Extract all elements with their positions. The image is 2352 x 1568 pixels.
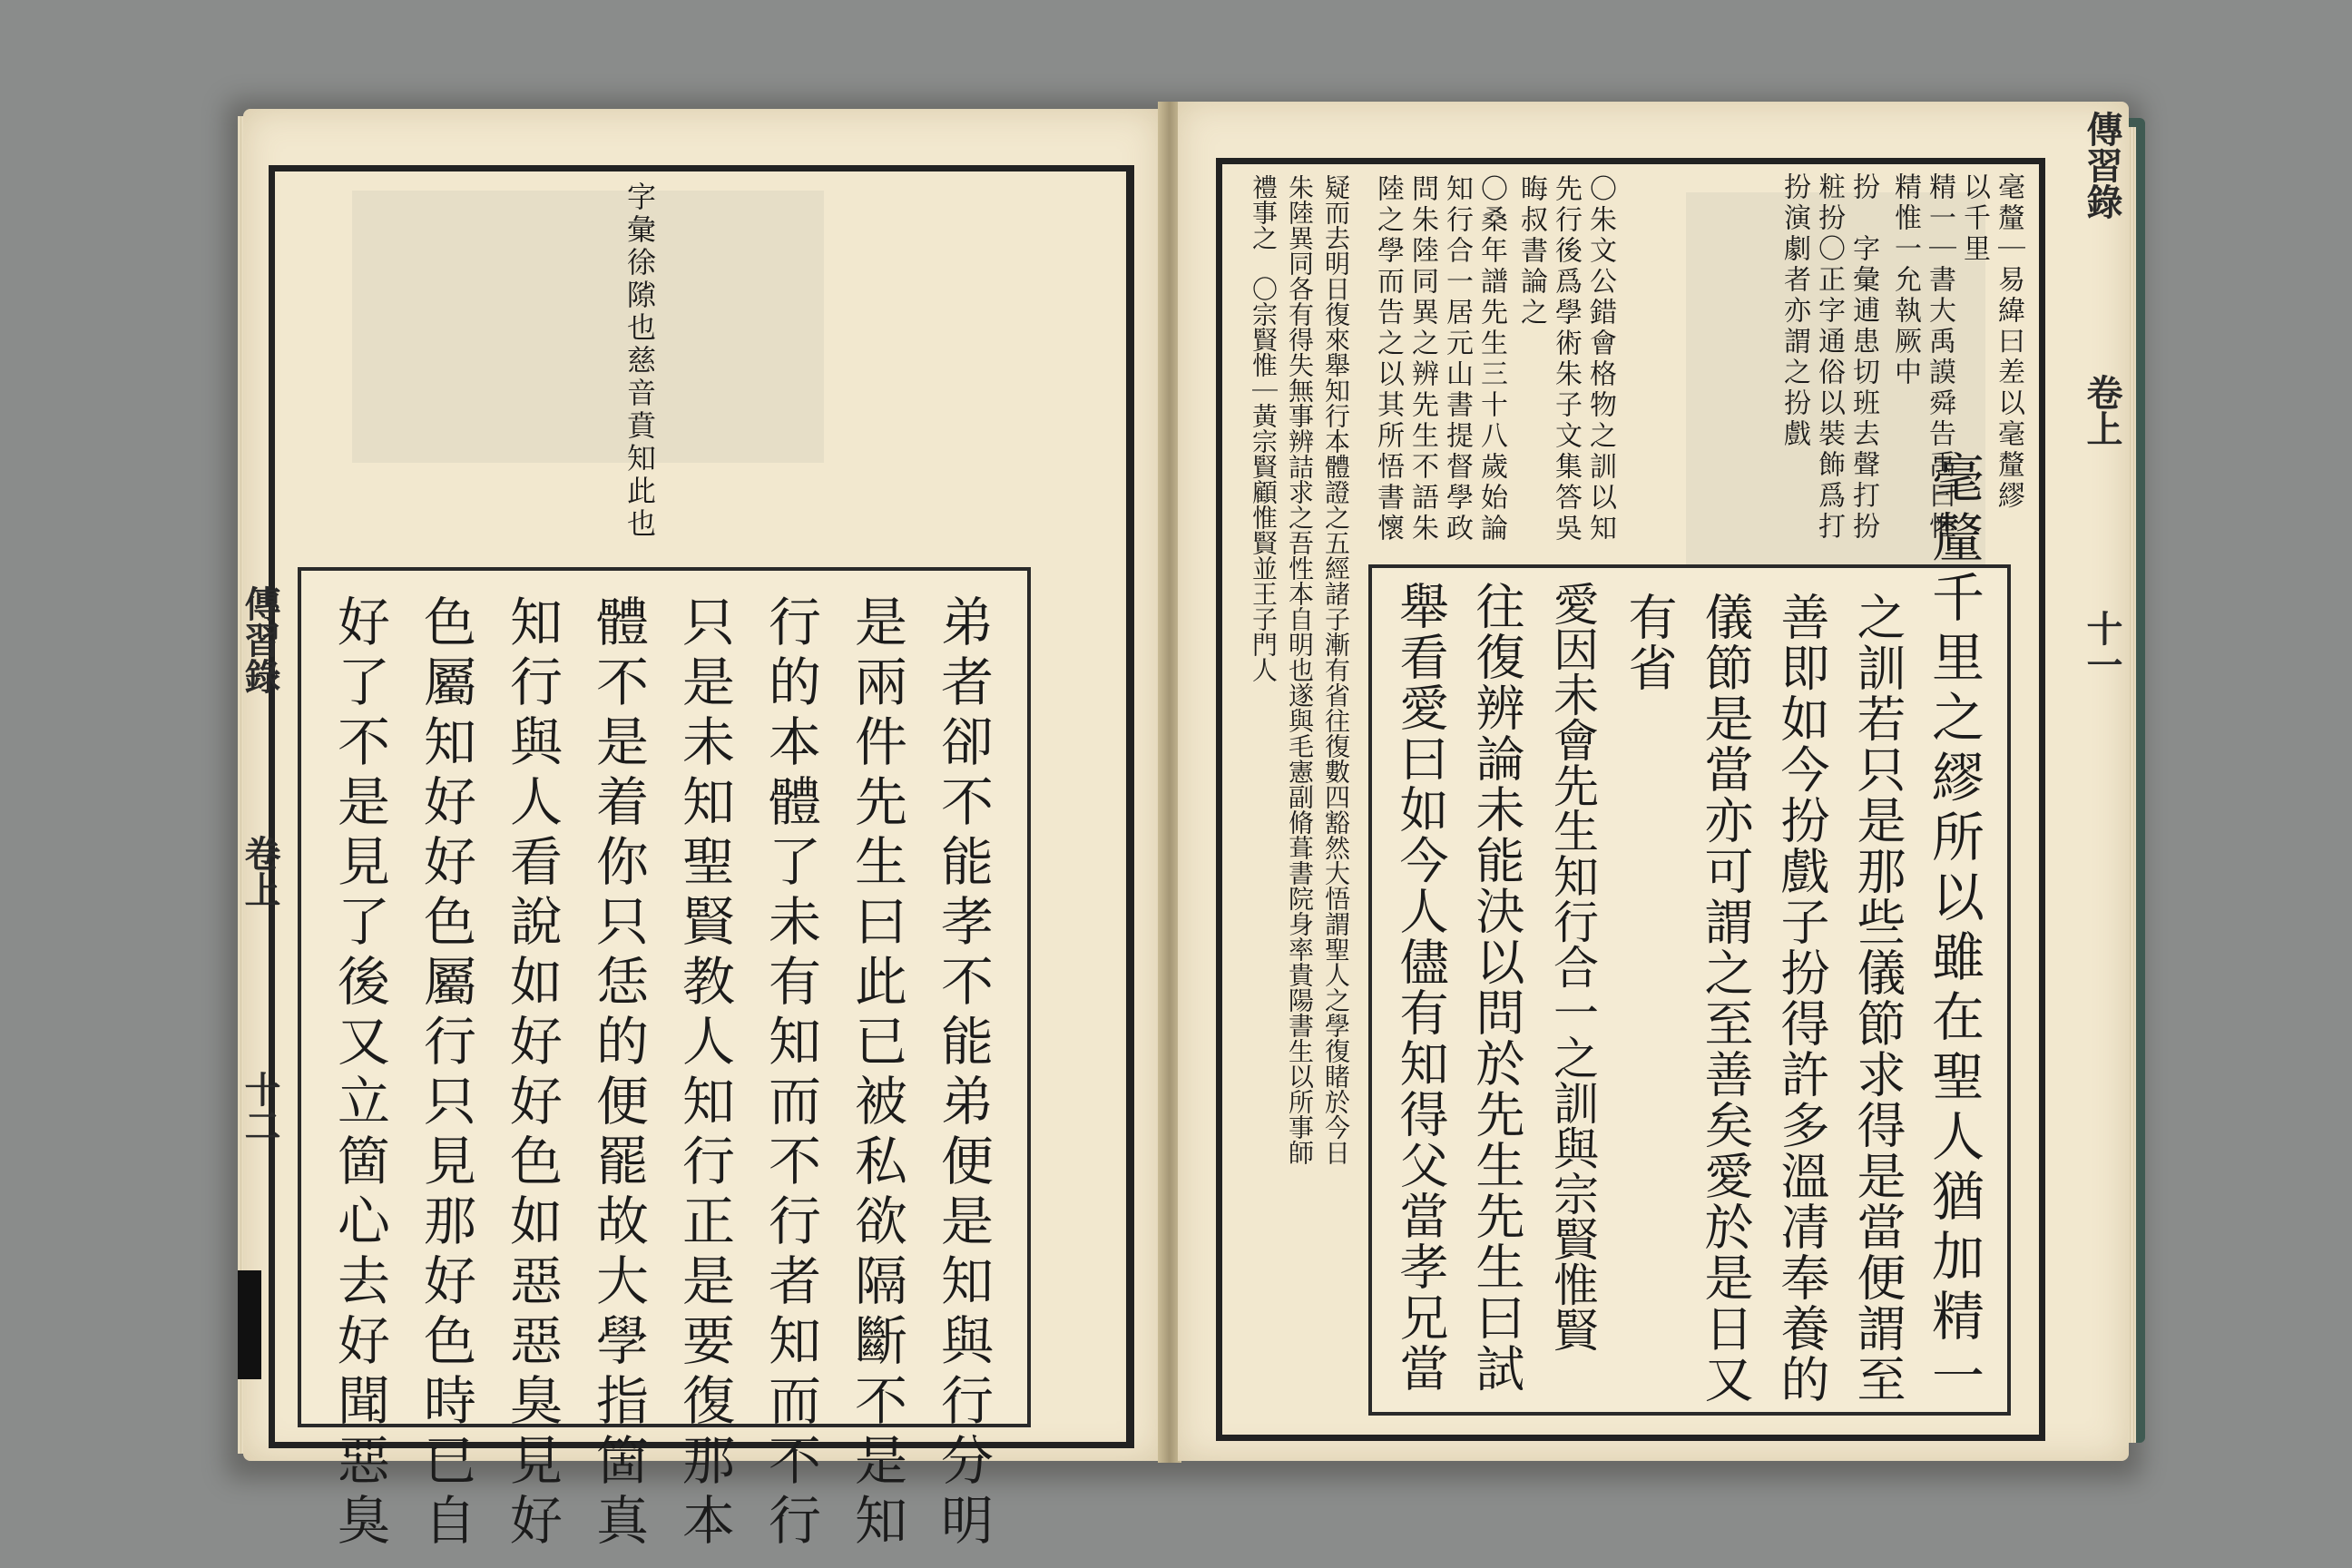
left-column-8: 好了不是見了後又立箇心去好聞惡臭	[328, 594, 390, 1553]
right-note-5: 扮 字彙逋患切班去聲打扮	[1847, 172, 1879, 543]
right-note-3: 精一｜書大禹謨舜告禹曰惟	[1924, 172, 1955, 543]
left-column-5: 體不是着你只恁的便罷故大學指箇真	[587, 594, 649, 1553]
right-note-13: 問朱陸同異之辨先生不語朱	[1406, 174, 1438, 544]
right-note-6: 粧扮〇正字通俗以裝飾爲打	[1813, 172, 1845, 543]
left-fish-tail-mark	[238, 1270, 261, 1379]
left-margin-page: 十二	[239, 1071, 281, 1143]
left-column-6: 知行與人看說如好好色如惡惡臭見好	[501, 594, 563, 1553]
right-note-2: 以千里	[1958, 172, 1990, 265]
right-column-5: 有省	[1621, 592, 1678, 693]
left-column-1: 弟者卻不能孝不能弟便是知與行分明	[932, 594, 994, 1553]
right-column-2: 之訓若只是那些儀節求得是當便謂至	[1849, 592, 1906, 1405]
left-column-7: 色屬知好好色屬行只見那好色時已自	[415, 594, 476, 1553]
left-main-text-box	[298, 567, 1031, 1553]
left-page	[239, 109, 1160, 1553]
right-column-7: 往復辨論未能決以問於先生先生曰試	[1468, 581, 1525, 1394]
right-column-4: 儀節是當亦可謂之至善矣愛於是日又	[1697, 592, 1754, 1405]
left-margin-volume: 卷上	[239, 835, 281, 907]
right-note-15: 疑而去明日復來舉知行本體證之五經諸子漸有省往復數四豁然大悟謂聖人之學復睹於今日	[1321, 174, 1351, 1165]
left-column-3: 行的本體了未有知而不行者知而不行	[760, 594, 821, 1553]
right-note-16: 朱陸異同各有得失無事辨詰求之吾性本自明也遂與毛憲副脩葺書院身率貴陽書生以所事師	[1285, 174, 1315, 1165]
right-margin-volume: 卷上	[2081, 374, 2123, 446]
right-column-6: 愛因未會先生知行合一之訓與宗賢惟賢	[1546, 581, 1599, 1352]
right-page	[1178, 102, 2129, 1461]
right-column-1: 毫釐千里之繆所以雖在聖人猶加精一	[1923, 450, 1984, 1408]
left-note-column: 字彙徐𨻶也慈音賁知此也	[622, 181, 657, 541]
right-column-3: 善即如今扮戲子扮得許多溫凊奉養的	[1773, 592, 1830, 1405]
right-column-8: 舉看愛曰如今人儘有知得父當孝兄當	[1392, 581, 1449, 1394]
right-note-11: 〇桑年譜先生三十八歲始論	[1475, 174, 1507, 544]
right-note-14: 陸之學而告之以其所悟書懷	[1372, 174, 1404, 544]
left-column-4: 只是未知聖賢教人知行正是要復那本	[673, 594, 735, 1553]
right-note-4: 精惟一允執厥中	[1889, 172, 1921, 388]
right-note-8: 〇朱文公錯會格物之訓以知	[1584, 174, 1616, 544]
right-note-1: 毫釐｜易緯曰差以毫釐繆	[1993, 172, 2024, 512]
right-note-12: 知行合一居元山書提督學政	[1441, 174, 1473, 544]
right-margin-page: 十一	[2081, 610, 2123, 682]
right-note-7: 扮演劇者亦謂之扮戲	[1779, 172, 1810, 450]
right-margin-title: 傳習錄	[2081, 111, 2123, 220]
left-column-2: 是兩件先生曰此已被私欲隔斷不是知	[846, 594, 907, 1553]
left-margin-title: 傳習錄	[239, 585, 281, 694]
right-note-10: 晦叔書論之	[1515, 174, 1547, 328]
right-main-text-box	[1368, 450, 2011, 1416]
right-note-9: 先行後爲學術朱子文集答吳	[1550, 174, 1582, 544]
right-note-17: 禮事之 〇宗賢惟｜黃宗賢顧惟賢並王子門人	[1249, 174, 1279, 682]
